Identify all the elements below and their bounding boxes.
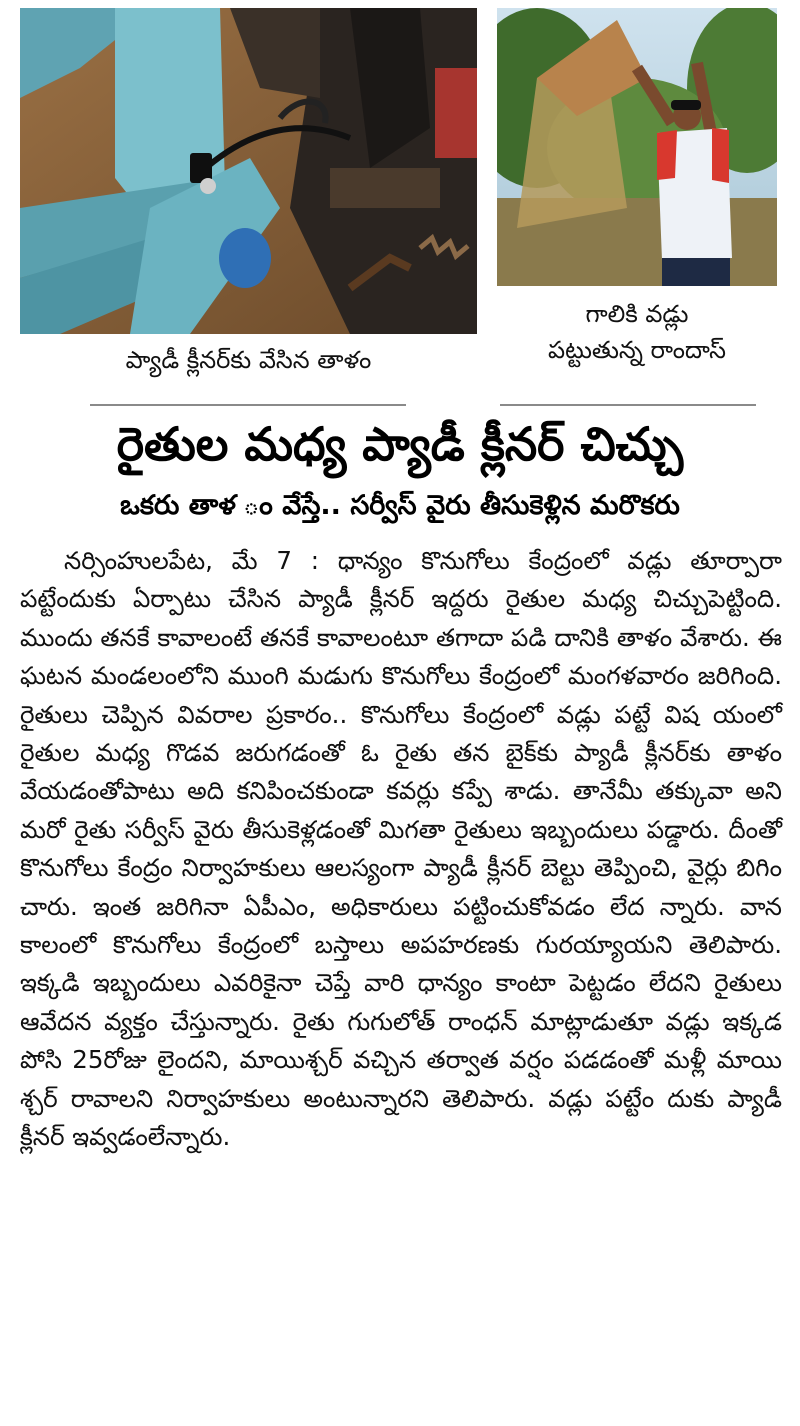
- paddy-cleaner-lock-photo: [20, 8, 477, 334]
- man-winnowing-photo: [497, 8, 777, 286]
- right-caption-line-1: గాలికి వడ్లు: [585, 300, 689, 328]
- article-subheadline: ఒకరు తాళ ం వేస్తే.. సర్వీస్‌ వైరు తీసుకెళ్లిన మరొకరు: [120, 490, 680, 521]
- caption-divider-left: [90, 404, 406, 406]
- article-body: నర్సింహులపేట, మే 7 : ధాన్యం కొనుగోలు కేంద్రంలో వడ్లు తూర్పారా పట్టేందుకు ఏర్పాటు చేసిన ప్యాడీ క్లీనర్‌ ఇద్దరు రైతుల మధ్య చిచ్చుపెట్టింది. ముందు తనకే కావాలంటే తనకే కావాలంటూ తగాదా పడి దానికి తాళం వేశారు. ఈ ఘటన మండలంలోని ముంగి మడుగు కొనుగోలు కేంద్రంలో మంగళవారం జరిగింది. రైతులు చెప్పిన వివరాల ప్రకారం.. కొనుగోలు కేంద్రంలో వడ్లు పట్టే విష యంలో రైతుల మధ్య గొడవ జరుగడంతో ఓ రైతు తన బైక్‌కు ప్యాడీ క్లీనర్‌కు తాళం వేయడంతోపాటు అది కనిపించకుండా కవర్లు కప్పే శాడు. తానేమీ తక్కువా అని మరో రైతు సర్వీస్‌ వైరు తీసుకెళ్లడంతో మిగతా రైతులు ఇబ్బందులు పడ్డారు. దీంతో కొనుగోలు కేంద్రం నిర్వాహకులు ఆలస్యంగా ప్యాడీ క్లీనర్‌ బెల్టు తెప్పించి, వైర్లు బిగిం చారు. ఇంత జరిగినా ఏపీఎం, అధికారులు పట్టించుకోవడం లేద న్నారు. వాన కాలంలో కొనుగోలు కేంద్రంలో బస్తాలు అపహరణకు గురయ్యాయని తెలిపారు. ఇక్కడి ఇబ్బందులు ఎవరికైనా చెప్తే వారి ధాన్యం కాంటా పెట్టడం లేదని రైతులు ఆవేదన వ్యక్తం చేస్తున్నారు. రైతు గుగులోత్‌ రాంధన్‌ మాట్లాడుతూ వడ్లు ఇక్కడ పోసి 25రోజు లైందని, మాయిశ్చర్‌ వచ్చిన తర్వాత వర్షం పడడంతో మళ్లీ మాయి శ్చర్‌ రావాలని నిర్వాహకులు అంటున్నారని తెలిపారు. వడ్లు పట్టేం దుకు ప్యాడీ క్లీనర్‌ ఇవ్వడంలేన్నారు.: [20, 546, 782, 1152]
- left-photo-caption: ప్యాడీ క్లీనర్‌కు వేసిన తాళం: [125, 346, 372, 374]
- right-photo-caption: [497, 296, 777, 368]
- caption-divider-right: [500, 404, 756, 406]
- article-headline: రైతుల మధ్య ప్యాడీ క్లీనర్‌ చిచ్చు: [116, 417, 684, 471]
- right-caption-line-2: పట్టుతున్న రాందాస్: [548, 336, 726, 364]
